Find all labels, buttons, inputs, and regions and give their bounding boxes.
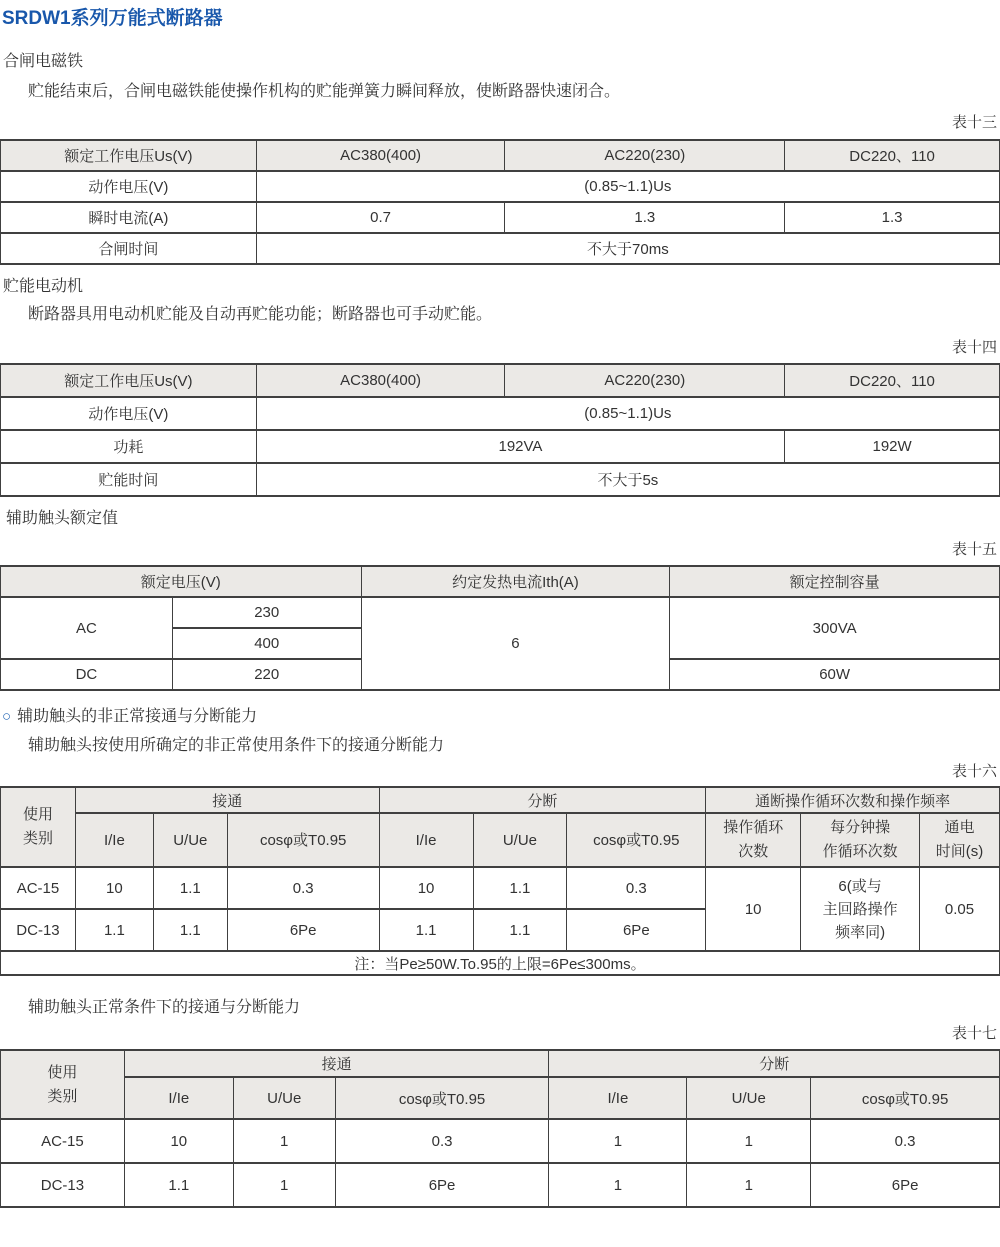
section-heading-storage-motor: 贮能电动机 [3,278,84,295]
header-line: 作循环次数 [822,843,898,860]
cell: 6Pe [811,1163,1000,1207]
header-cell: U/Ue [233,1077,335,1119]
normal-capacity-table [0,1049,1000,1208]
header-cell: AC220(230) [505,140,785,171]
cell: 不大于5s [256,463,999,496]
header-line: 通电 [944,819,975,836]
cell: 1.1 [153,867,227,909]
aux-rating-table [0,565,1000,691]
table-row [1,430,1000,463]
cell: 220 [172,659,361,690]
table-row [1,1077,1000,1119]
table-row [1,787,1000,813]
header-cell: I/Ie [379,813,473,867]
cell: 192VA [256,430,784,463]
row-label: AC-15 [1,1119,125,1163]
header-line: 次数 [738,843,769,860]
cell-cycles-value: 10 [706,867,801,951]
cell-on-time-value: 0.05 [920,867,1000,951]
table-row [1,951,1000,975]
cell: 6Pe [567,909,706,951]
cell: 6 [361,597,670,690]
table-row [1,813,1000,867]
cell-frequency-value [801,867,920,951]
cell: 10 [75,867,153,909]
storage-motor-description: 断路器具用电动机贮能及自动再贮能功能；断路器也可手动贮能。 [28,306,493,323]
header-line: 时间(s) [935,843,984,860]
header-cell: U/Ue [687,1077,811,1119]
abnormal-capacity-table [0,786,1000,976]
header-cell-on-time [920,813,1000,867]
cell-line: 频率同) [835,923,886,941]
page-title: SRDW1系列万能式断路器 [2,8,223,29]
abnormal-capacity-description: 辅助触头按使用所确定的非正常使用条件下的接通分断能力 [28,737,445,754]
header-cell: I/Ie [549,1077,687,1119]
table-row [1,463,1000,496]
header-group-break: 分断 [549,1050,1000,1077]
cell: 1.1 [75,909,153,951]
section-heading-abnormal-capacity [2,707,1000,726]
row-label: 功耗 [1,430,257,463]
cell: 0.3 [335,1119,549,1163]
row-label: 动作电压(V) [1,397,257,430]
table-row [1,1119,1000,1163]
cell-line: 6(或与 [838,877,882,895]
row-label: 贮能时间 [1,463,257,496]
table-row [1,202,1000,233]
cell: 1 [549,1119,687,1163]
header-cell: I/Ie [75,813,153,867]
cell: 1.1 [379,909,473,951]
header-cell: AC220(230) [505,364,785,397]
row-label: 瞬时电流(A) [1,202,257,233]
cell: 1.1 [124,1163,233,1207]
cell: 10 [124,1119,233,1163]
table-row [1,1050,1000,1077]
row-label: AC-15 [1,867,76,909]
cell: 1 [233,1119,335,1163]
table-caption-15: 表十五 [951,541,997,558]
cell: 0.3 [811,1119,1000,1163]
cell: 1.3 [505,202,785,233]
header-line: 使用 [47,1063,78,1081]
table-caption-16: 表十六 [951,763,997,780]
header-cell: 额定控制容量 [670,566,1000,597]
row-label: DC [1,659,173,690]
table-row [1,233,1000,264]
header-group-cycles: 通断操作循环次数和操作频率 [706,787,1000,813]
row-label: DC-13 [1,1163,125,1207]
header-cell-category [1,787,76,867]
cell: 1 [687,1163,811,1207]
header-cell-category [1,1050,125,1119]
closing-electromagnet-table [0,139,1000,265]
table-note: 注：当Pe≥50W.To.95的上限=6Pe≤300ms。 [1,951,1000,975]
cell: 1.3 [785,202,1000,233]
cell-line: 主回路操作 [822,900,898,918]
cell: 0.7 [256,202,505,233]
cell: 6Pe [227,909,379,951]
header-cell: U/Ue [153,813,227,867]
table-row [1,364,1000,397]
header-cell: AC380(400) [256,140,505,171]
storage-motor-table [0,363,1000,497]
header-cell: cosφ或T0.95 [567,813,706,867]
section-heading-text: 辅助触头的非正常接通与分断能力 [17,708,258,725]
cell: 192W [785,430,1000,463]
row-label: 合闸时间 [1,233,257,264]
section-heading-aux-rating: 辅助触头额定值 [6,510,119,527]
table-row [1,867,1000,909]
header-cell: 额定工作电压Us(V) [1,140,257,171]
cell: 400 [172,628,361,659]
cell: 230 [172,597,361,628]
circle-bullet-icon: ○ [2,708,12,725]
header-line: 类别 [22,830,53,847]
cell: 1.1 [473,867,567,909]
cell: 60W [670,659,1000,690]
cell: 0.3 [227,867,379,909]
header-cell: U/Ue [473,813,567,867]
header-cell-cycles [706,813,801,867]
header-cell: I/Ie [124,1077,233,1119]
cell: 不大于70ms [256,233,999,264]
cell: 300VA [670,597,1000,659]
table-row [1,397,1000,430]
table-row [1,566,1000,597]
cell: 1 [687,1119,811,1163]
header-cell: 额定工作电压Us(V) [1,364,257,397]
header-line: 类别 [47,1087,78,1105]
header-group-break: 分断 [379,787,706,813]
section-heading-normal-capacity: 辅助触头正常条件下的接通与分断能力 [28,999,301,1016]
row-label: AC [1,597,173,659]
table-row [1,171,1000,202]
header-cell: cosφ或T0.95 [811,1077,1000,1119]
cell: (0.85~1.1)Us [256,397,999,430]
header-line: 使用 [22,806,53,823]
header-cell-frequency [801,813,920,867]
table-row [1,597,1000,628]
cell: 1.1 [153,909,227,951]
table-caption-14: 表十四 [951,339,997,356]
cell: 1 [233,1163,335,1207]
header-cell: AC380(400) [256,364,505,397]
row-label: 动作电压(V) [1,171,257,202]
table-row [1,140,1000,171]
header-line: 每分钟操 [830,819,891,836]
table-row [1,1163,1000,1207]
cell: 6Pe [335,1163,549,1207]
cell: 1 [549,1163,687,1207]
header-cell: 额定电压(V) [1,566,362,597]
section-heading-closing-electromagnet: 合闸电磁铁 [3,53,84,70]
header-cell: 约定发热电流Ith(A) [361,566,670,597]
table-caption-13: 表十三 [951,114,997,131]
cell: 1.1 [473,909,567,951]
header-group-make: 接通 [75,787,379,813]
cell: 0.3 [567,867,706,909]
header-cell: DC220、110 [785,140,1000,171]
header-cell: cosφ或T0.95 [335,1077,549,1119]
cell: (0.85~1.1)Us [256,171,999,202]
table-caption-17: 表十七 [951,1025,997,1042]
header-cell: DC220、110 [785,364,1000,397]
closing-electromagnet-description: 贮能结束后，合闸电磁铁能使操作机构的贮能弹簧力瞬间释放，使断路器快速闭合。 [28,83,621,100]
row-label: DC-13 [1,909,76,951]
header-cell: cosφ或T0.95 [227,813,379,867]
header-group-make: 接通 [124,1050,549,1077]
cell: 10 [379,867,473,909]
header-line: 操作循环 [723,819,784,836]
